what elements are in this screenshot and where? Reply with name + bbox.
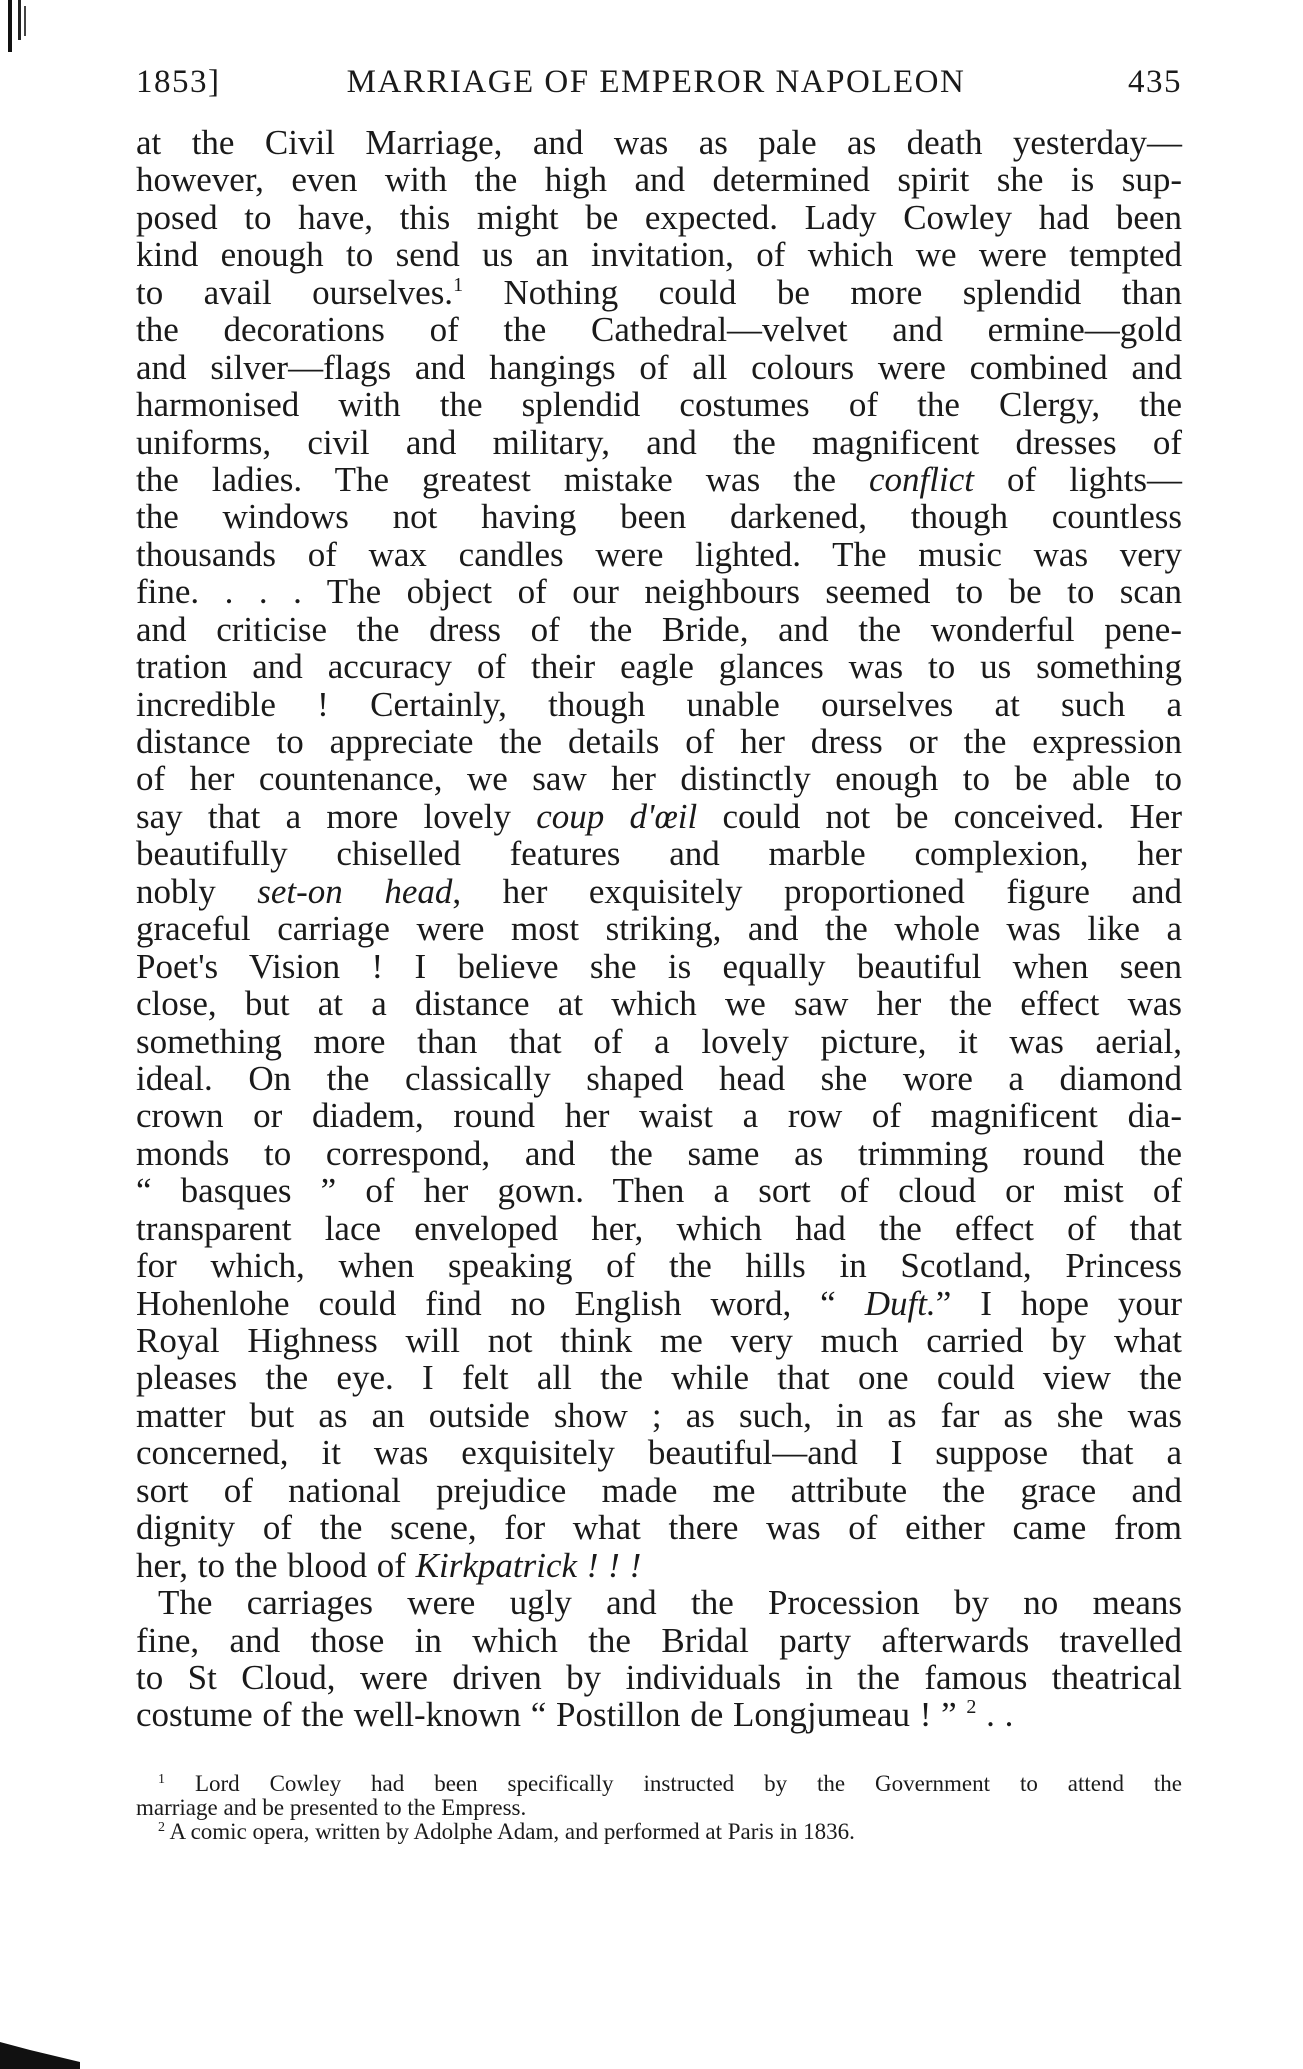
text-run: beautifully chiselled features and marble complexion, her bbox=[136, 834, 1182, 874]
text-line bbox=[136, 349, 1182, 386]
footnote bbox=[136, 1772, 1182, 1796]
text-run: . . bbox=[976, 1695, 1014, 1735]
text-line bbox=[136, 835, 1182, 872]
text-line bbox=[136, 1584, 1182, 1621]
text-run: , her exquisitely proportioned figure and bbox=[452, 871, 1182, 911]
text-run: to St Cloud, were driven by individuals in the famous theatrical bbox=[136, 1657, 1182, 1697]
text-run: kind enough to send us an invitation, of which we were tempted bbox=[136, 235, 1182, 275]
text-run: and silver—flags and hangings of all colours were combined and bbox=[136, 347, 1182, 387]
text-line bbox=[136, 686, 1182, 723]
text-line bbox=[136, 910, 1182, 947]
text-run: say that a more lovely bbox=[136, 796, 537, 836]
text-line bbox=[136, 1622, 1182, 1659]
text-run: close, but at a distance at which we saw her the effect was bbox=[136, 984, 1182, 1024]
footnote-text: Lord Cowley had been specifically instructed by the Government to attend the bbox=[194, 1771, 1182, 1796]
text-line bbox=[136, 1359, 1182, 1396]
text-line bbox=[136, 1696, 1182, 1733]
text-line bbox=[136, 274, 1182, 311]
text-run: Nothing could be more splendid than bbox=[463, 272, 1182, 312]
text-line bbox=[136, 648, 1182, 685]
text-run: fine, and those in which the Bridal party afterwards travelled bbox=[136, 1620, 1182, 1660]
text-line bbox=[136, 873, 1182, 910]
text-run: monds to correspond, and the same as trimming round the bbox=[136, 1133, 1182, 1173]
text-line bbox=[136, 1097, 1182, 1134]
footnote-continuation bbox=[136, 1796, 1182, 1820]
italic-text: set-on head bbox=[257, 871, 453, 911]
text-run: her, to the blood of bbox=[136, 1545, 416, 1585]
text-run: crown or diadem, round her waist a row of magnificent dia- bbox=[136, 1096, 1182, 1136]
corner-wedge-mark bbox=[0, 2042, 80, 2069]
text-line bbox=[136, 760, 1182, 797]
text-line bbox=[136, 199, 1182, 236]
footnote-mark: 1 bbox=[158, 1772, 165, 1787]
text-run: Poet's Vision ! I believe she is equally beautiful when seen bbox=[136, 946, 1182, 986]
text-run: something more than that of a lovely picture, it was aerial, bbox=[136, 1021, 1182, 1061]
text-run: ideal. On the classically shaped head she wore a diamond bbox=[136, 1058, 1182, 1098]
text-line bbox=[136, 386, 1182, 423]
page-number: 435 bbox=[1128, 64, 1182, 100]
text-line bbox=[136, 1472, 1182, 1509]
text-line bbox=[136, 1210, 1182, 1247]
text-line bbox=[136, 498, 1182, 535]
text-line bbox=[136, 1172, 1182, 1209]
text-run: dignity of the scene, for what there was of either came from bbox=[136, 1508, 1182, 1548]
text-run: transparent lace enveloped her, which had the effect of that bbox=[136, 1208, 1182, 1248]
text-line bbox=[136, 311, 1182, 348]
text-run: “ basques ” of her gown. Then a sort of cloud or mist of bbox=[136, 1171, 1182, 1211]
text-line bbox=[136, 1547, 1182, 1584]
text-line bbox=[136, 798, 1182, 835]
text-line bbox=[136, 1285, 1182, 1322]
text-run: posed to have, this might be expected. Lady Cowley had been bbox=[136, 197, 1182, 237]
text-line bbox=[136, 1397, 1182, 1434]
text-line bbox=[136, 611, 1182, 648]
footnote-mark: 2 bbox=[158, 1820, 165, 1835]
text-line bbox=[136, 985, 1182, 1022]
text-run: of her countenance, we saw her distinctly enough to be able to bbox=[136, 759, 1182, 799]
text-line bbox=[136, 1247, 1182, 1284]
text-run: Royal Highness will not think me very much carried by what bbox=[136, 1321, 1182, 1360]
text-line bbox=[136, 948, 1182, 985]
text-run: for which, when speaking of the hills in Scotland, Princess bbox=[136, 1246, 1182, 1286]
text-run: matter but as an outside show ; as such, in as far as she was bbox=[136, 1395, 1182, 1435]
header-year: 1853] bbox=[136, 64, 221, 100]
italic-text: Kirkpatrick ! ! ! bbox=[415, 1545, 642, 1585]
text-run: tration and accuracy of their eagle glances was to us something bbox=[136, 647, 1182, 687]
footnotes bbox=[136, 1772, 1182, 1844]
text-run: the windows not having been darkened, though countless bbox=[136, 497, 1182, 537]
text-run: uniforms, civil and military, and the magnificent dresses of bbox=[136, 422, 1182, 462]
text-run: to avail ourselves. bbox=[136, 272, 454, 312]
footnote-reference: 2 bbox=[966, 1696, 977, 1719]
text-run: could not be conceived. Her bbox=[697, 796, 1182, 836]
margin-bar-mark bbox=[18, 0, 21, 40]
text-run: incredible ! Certainly, though unable ourselves at such a bbox=[136, 684, 1182, 724]
text-line bbox=[136, 461, 1182, 498]
text-line bbox=[136, 1060, 1182, 1097]
text-line bbox=[136, 573, 1182, 610]
footnote-reference: 1 bbox=[453, 273, 464, 296]
text-run: ” I hope your bbox=[935, 1283, 1182, 1323]
body-text bbox=[136, 124, 1182, 1734]
footnote-text: A comic opera, written by Adolphe Adam, and performed at Paris in 1836. bbox=[169, 1819, 855, 1844]
text-run: of lights— bbox=[973, 459, 1182, 499]
text-run: The carriages were ugly and the Procession by no means bbox=[158, 1583, 1182, 1623]
text-line bbox=[136, 1509, 1182, 1546]
text-run: at the Civil Marriage, and was as pale as death yesterday— bbox=[136, 123, 1182, 162]
italic-text: coup d'œil bbox=[536, 796, 698, 836]
text-line bbox=[136, 124, 1182, 161]
text-run: harmonised with the splendid costumes of the Clergy, the bbox=[136, 385, 1182, 425]
text-line bbox=[136, 424, 1182, 461]
footnote bbox=[136, 1820, 1182, 1844]
text-line bbox=[136, 161, 1182, 198]
text-run: concerned, it was exquisitely beautiful—and I suppose that a bbox=[136, 1433, 1182, 1473]
text-line bbox=[136, 1322, 1182, 1359]
running-header bbox=[136, 64, 1182, 108]
text-line bbox=[136, 236, 1182, 273]
text-run: the ladies. The greatest mistake was the bbox=[136, 459, 870, 499]
text-run: the decorations of the Cathedral—velvet and ermine—gold bbox=[136, 310, 1182, 350]
text-run: nobly bbox=[136, 871, 258, 911]
margin-bar-mark bbox=[8, 0, 12, 52]
text-line bbox=[136, 536, 1182, 573]
text-run: fine. . . . The object of our neighbours seemed to be to scan bbox=[136, 572, 1182, 612]
text-line bbox=[136, 1434, 1182, 1471]
text-run: thousands of wax candles were lighted. The music was very bbox=[136, 534, 1182, 574]
text-run: however, even with the high and determined spirit she is sup- bbox=[136, 160, 1182, 200]
text-line bbox=[136, 1659, 1182, 1696]
text-line bbox=[136, 1135, 1182, 1172]
text-run: graceful carriage were most striking, and the whole was like a bbox=[136, 909, 1182, 949]
text-line bbox=[136, 723, 1182, 760]
text-run: sort of national prejudice made me attribute the grace and bbox=[136, 1470, 1182, 1510]
text-run: Hohenlohe could find no English word, “ bbox=[136, 1283, 865, 1323]
text-run: distance to appreciate the details of her dress or the expression bbox=[136, 722, 1182, 761]
text-run: and criticise the dress of the Bride, and the wonderful pene- bbox=[136, 609, 1182, 649]
italic-text: Duft. bbox=[864, 1283, 936, 1323]
header-title: MARRIAGE OF EMPEROR NAPOLEON bbox=[346, 64, 966, 100]
margin-bar-mark bbox=[24, 6, 26, 36]
italic-text: conflict bbox=[869, 459, 974, 499]
text-run: costume of the well-known “ Postillon de Longjumeau ! ” bbox=[136, 1695, 967, 1735]
text-run: pleases the eye. I felt all the while that one could view the bbox=[136, 1358, 1182, 1398]
text-line bbox=[136, 1023, 1182, 1060]
footnote-text: marriage and be presented to the Empress. bbox=[136, 1795, 527, 1820]
